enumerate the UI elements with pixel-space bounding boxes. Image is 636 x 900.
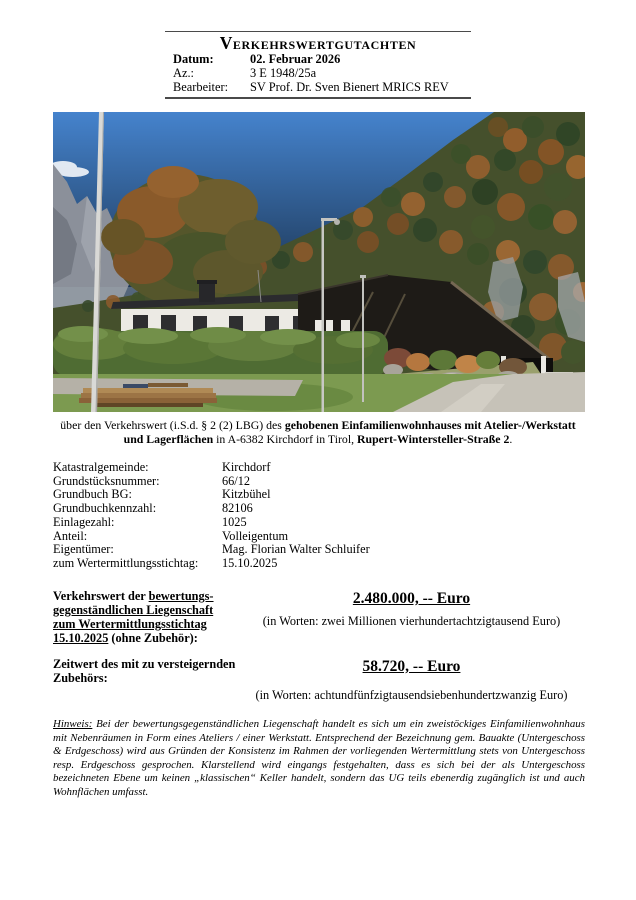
property-row: Grundstücksnummer: 66/12	[53, 473, 251, 488]
foreground	[53, 372, 585, 412]
report-title: Verkehrswertgutachten	[219, 33, 417, 53]
note-paragraph: Hinweis: Bei der bewertungsgegenständlichen Liegenschaft handelt es sich um ein zweistöckiges Einfamilienwohnhaus mit Nebenräumen in Form eines Ateliers / einer Werkstatt. Entsprechend der Bezeichnung gem. Bauakte (Untergeschoss & Erdgeschoss) wird aus Gründen der Konsistenz im Rahmen der vorliegenden Wertermittlung stets von Untergeschoss resp. Erdgeschoss gesprochen. Klarstellend wird eingangs festgehalten, dass es sich bei der als Untergeschoss bezeichneten Ebene um keinen „klassischen“ Keller handelt, sondern das UG teils ebenerdig zugänglich ist und auch Wohnflächen umfasst.	[53, 718, 585, 798]
accessories-value-amount: 58.720, -- Euro	[362, 658, 461, 675]
property-row: Einlagezahl: 1025	[53, 514, 247, 529]
property-data-list	[53, 461, 573, 571]
header-row-bearbeiter	[165, 81, 471, 95]
header-rule-bottom	[165, 97, 471, 99]
property-row: Anteil: Volleigentum	[53, 528, 289, 543]
property-row: Grundbuch BG: Kitzbühel	[53, 487, 271, 502]
hedge	[53, 326, 388, 376]
photo-caption: über den Verkehrswert (i.S.d. § 2 (2) LBG) des gehobenen Einfamilienwohnhauses mit Atelier-/Werkstatt und Lagerflächen in A-6382 Kirchdorf in Tirol, Rupert-Wintersteller-Straße 2.	[60, 418, 576, 446]
property-row: Grundbuchkennzahl: 82106	[53, 501, 253, 516]
header-row-az	[165, 67, 471, 81]
accessories-value-block	[53, 658, 585, 703]
market-value-words: (in Worten: zwei Millionen vierhundertachtzigtausend Euro)	[262, 614, 561, 628]
datum-value: 02. Februar 2026	[250, 52, 341, 66]
market-value-block	[53, 590, 585, 646]
accessories-value-words: (in Worten: achtundfünfzigtausendsiebenhundertzwanzig Euro)	[255, 688, 568, 702]
market-value-label: Verkehrswert der bewertungs-gegenständlichen Liegenschaft zum Wertermittlungsstichtag 15.10.2025 (ohne Zubehör):	[53, 589, 214, 645]
property-row: zum Wertermittlungsstichtag: 15.10.2025	[53, 555, 278, 570]
accessories-value-label: Zeitwert des mit zu versteigernden Zubehörs:	[53, 657, 236, 685]
az-label: Az.:	[173, 65, 194, 80]
header-row-datum	[165, 53, 471, 67]
chimney	[199, 282, 215, 302]
report-header	[165, 31, 471, 99]
datum-label: Datum:	[173, 52, 214, 66]
bearbeiter-label: Bearbeiter:	[173, 79, 229, 94]
az-value: 3 E 1948/25a	[250, 65, 317, 80]
header-rule-top	[165, 31, 471, 32]
property-row: Katastralgemeinde: Kirchdorf	[53, 460, 271, 474]
property-photo	[53, 112, 585, 412]
bearbeiter-value: SV Prof. Dr. Sven Bienert MRICS REV	[250, 79, 449, 94]
market-value-amount: 2.480.000, -- Euro	[352, 590, 471, 607]
property-row: Eigentümer: Mag. Florian Walter Schluifer	[53, 542, 370, 557]
